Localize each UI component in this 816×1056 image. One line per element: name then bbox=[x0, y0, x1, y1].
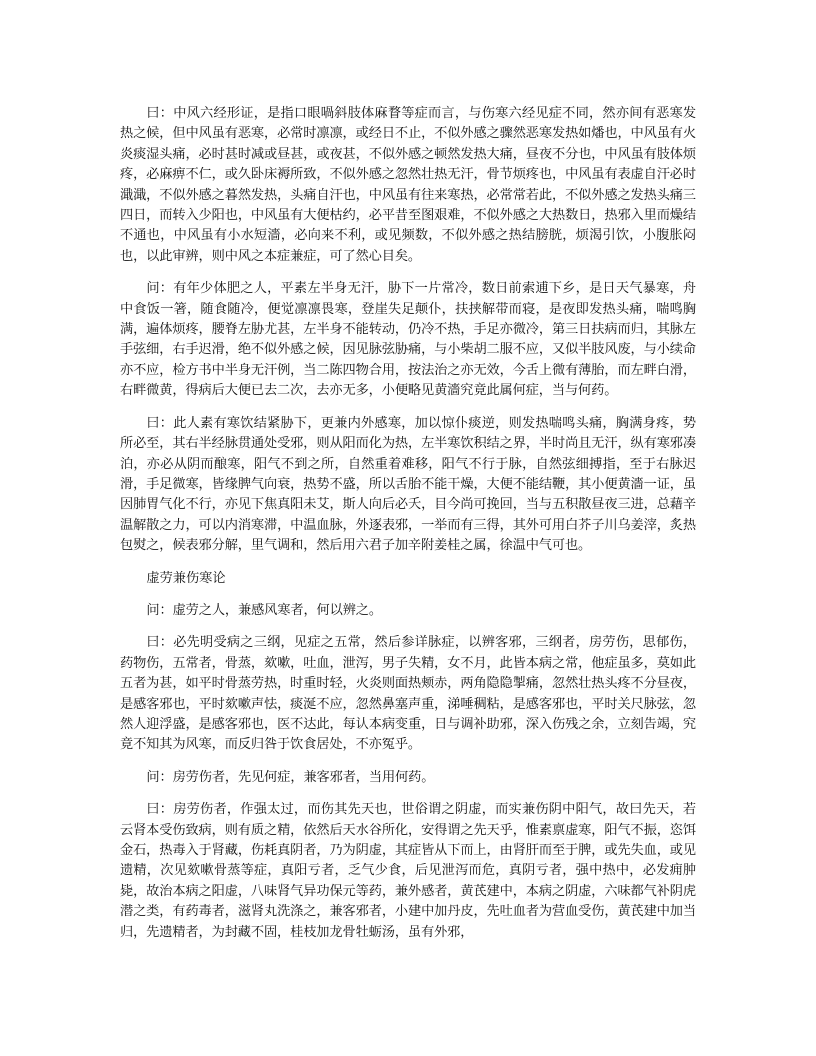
paragraph-case-question: 问：有年少体肥之人，平素左半身无汗，胁下一片常冷，数日前索逋下乡，是日天气暴寒，舟中食饭一箸，随食随冷，便觉凛凛畏寒，登崖失足颠仆，扶挟解带而寝，是夜即发热头痛，喘鸣胸满，遍体烦疼，腰脊左胁尤甚，左半身不能转动，仍冷不热，手足亦微冷，第三日扶病而归，其脉左手弦细，右手迟滑，绝不似外感之候，因见脉弦胁痛，与小柴胡二服不应，又似半肢风废，与小续命亦不应，检方书中半身无汗例，当二陈四物合用，按法治之亦无效，今舌上微有薄胎，而左畔白滑，右畔微黄，得病后大便已去二次，去亦无多，小便略见黄濇究竟此属何症，当与何药。 bbox=[120, 281, 696, 399]
paragraph-consumption-question: 问：虚劳之人，兼感风寒者，何以辨之。 bbox=[146, 602, 382, 618]
paragraph-consumption-answer: 曰：必先明受病之三纲，见症之五常，然后参详脉症，以辨客邪，三纲者，房劳伤，思郁伤，药物伤，五常者，骨蒸，欬嗽，吐血，泄泻，男子失精，女不月，此皆本病之常，他症虽多，莫如此五者为甚，如平时骨蒸劳热，时重时轻，火炎则面热颊赤，两角隐隐掣痛，忽然壮热头疼不分昼夜，是感客邪也，平时欬嗽声怯，痰涎不应，忽然鼻塞声重，涕唾稠粘，是感客邪也，平时关尺脉弦，忽然人迎浮盛，是感客邪也，医不达此，每认本病变重，日与调补助邪，深入伤残之余，立刻告竭，究竟不知其为风寒，而反归咎于饮食居处，不亦冤乎。 bbox=[120, 635, 696, 753]
paragraph-wind-stroke-diagnosis: 曰：中风六经形证，是指口眼喎斜肢体麻瞀等症而言，与伤寒六经见症不同，然亦间有恶寒发热之候，但中风虽有恶寒，必常时凛凛，或经日不止，不似外感之骤然恶寒发热如燔也，中风虽有火炎痰湿头痛，必时甚时减或昼甚，或夜甚，不似外感之顿然发热大痛，昼夜不分也，中风虽有肢体烦疼，必麻痹不仁，或久卧床褥所致，不似外感之忽然壮热无汗，骨节烦疼也，中风虽有表虚自汗必时濈濈，不似外感之暮然发热，头痛自汗也，中风虽有往来寒热，必常常若此，不似外感之发热头痛三四日，而转入少阳也，中风虽有大便枯约，必平昔至图艰难，不似外感之大热数日，热邪入里而燥结不通也，中风虽有小水短濇，必向来不利，或见频数，不似外感之热结膀胱，烦渴引饮，小腹胀闷也，以此审辨，则中风之本症兼症，可了然心目矣。 bbox=[120, 106, 696, 264]
section-title: 虚劳兼伤寒论 bbox=[146, 570, 226, 586]
paragraph-case-answer: 曰：此人素有寒饮结紧胁下，更兼内外感寒，加以惊仆痰逆，则发热喘鸣头痛，胸满身疼，势所必至，其右半经脉贯通处受邪，则从阳而化为热，左半寒饮积结之界，半时尚且无汗，纵有寒邪凑泊，亦必从阴而酿寒，阳气不到之所，自然重着难移，阳气不行于脉，自然弦细搏指，至于右脉迟滑，手足微寒，皆缘脾气向衰，热势不盛，所以舌胎不能干燥，大便不能结鞭，其小便黄濇一证，虽因肺胃气化不行，亦见下焦真阳未艾，斯人向后必夭，目今尚可挽回，当与五积散昼夜三进，总藉辛温解散之力，可以内消寒滞，中温血脉，外逐表邪，一举而有三得，其外可用白芥子川乌姜滓，炙热包熨之，候表邪分解，里气调和，然后用六君子加辛附姜桂之属，徐温中气可也。 bbox=[120, 415, 696, 554]
document-page bbox=[120, 104, 696, 955]
paragraph-sexual-overstrain-answer: 曰：房劳伤者，作强太过，而伤其先天也，世俗谓之阴虚，而实兼伤阴中阳气，故曰先天，若云肾本受伤致病，则有质之精，依然后天水谷所化，安得谓之先天乎，惟素禀虚寒，阳气不振，恣饵金石，热毒入于肾藏，伤耗真阴者，乃为阴虚，其症皆从下而上，由肾肝而至于脾，或先失血，或见遗精，次见欬嗽骨蒸等症，真阳亏者，乏气少食，后见泄泻而危，真阴亏者，强中热中，必发痈肿毙，故治本病之阳虚，八味肾气异功保元等药，兼外感者，黄芪建中，本病之阴虚，六味都气补阴虎潜之类，有药毒者，滋肾丸洗涤之，兼客邪者，小建中加丹皮，先吐血者为营血受伤，黄芪建中加当归，先遗精者，为封藏不固，桂枝加龙骨牡蛎汤，虽有外邪， bbox=[120, 802, 696, 940]
paragraph-sexual-overstrain-question: 问：房劳伤者，先见何症，兼客邪者，当用何药。 bbox=[146, 769, 435, 785]
